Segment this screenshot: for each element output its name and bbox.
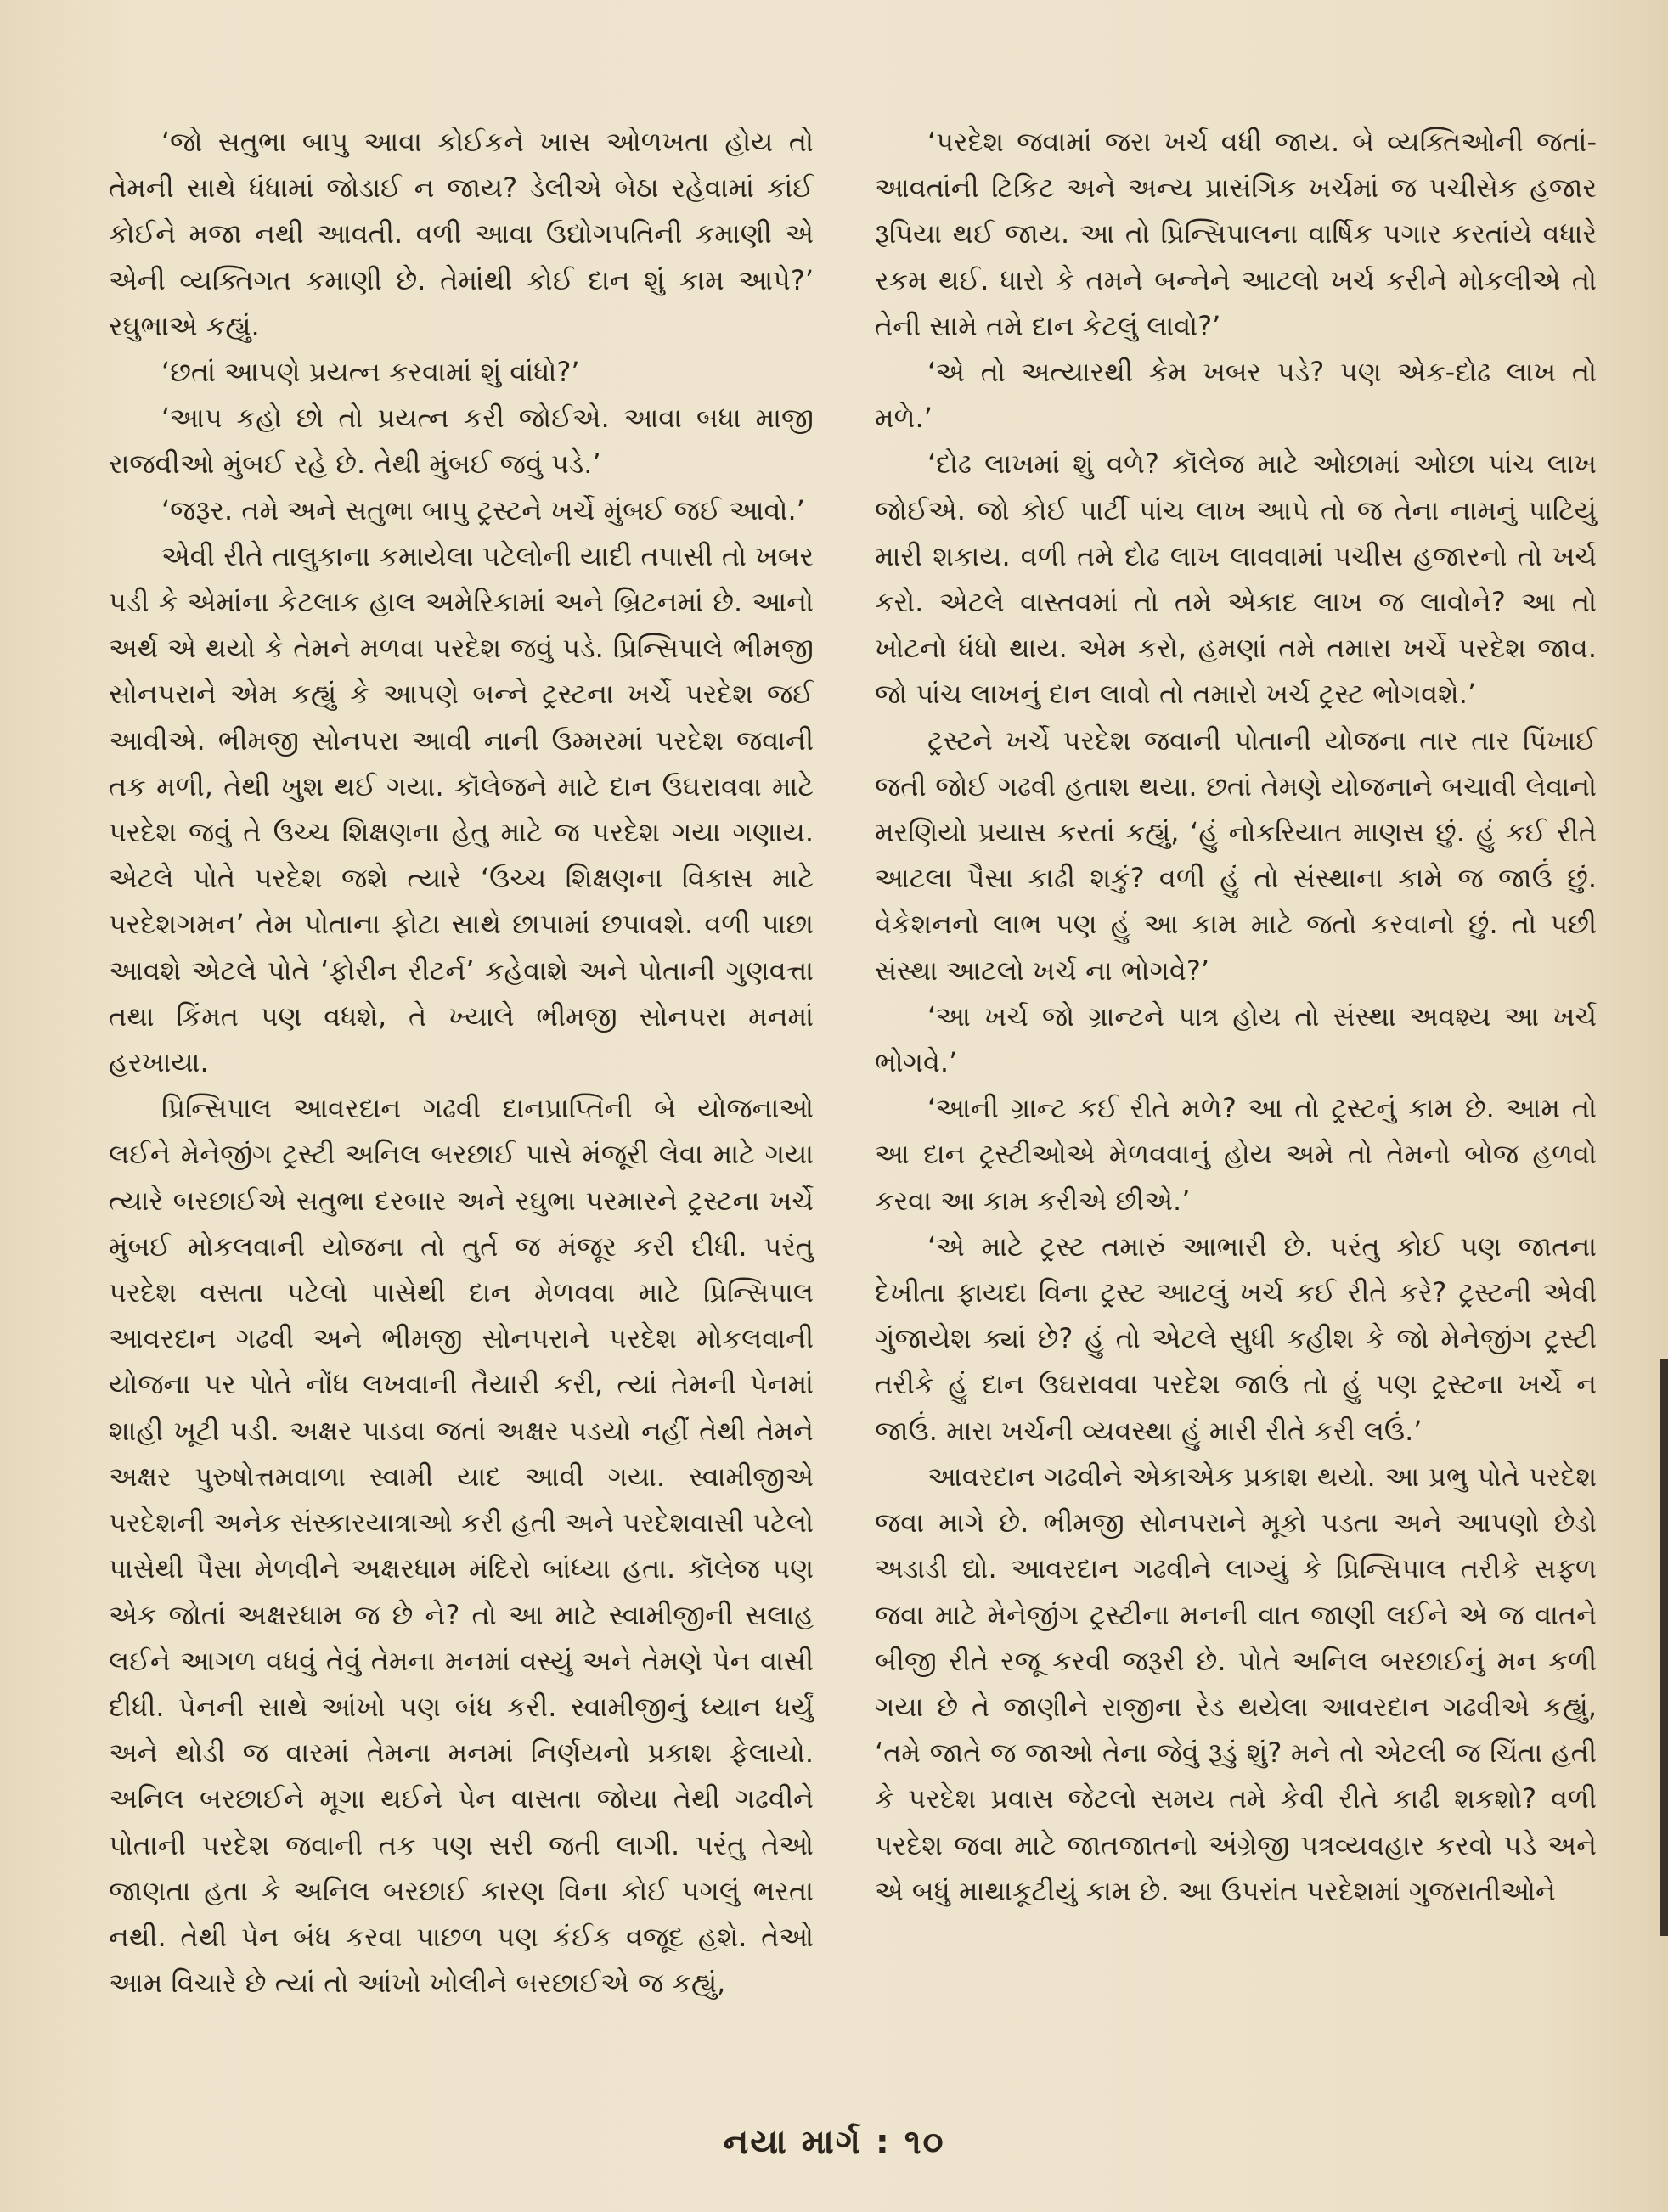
- paragraph: ‘દોઢ લાખમાં શું વળે? કૉલેજ માટે ઓછામાં ઓછા પાંચ લાખ જોઈએ. જો કોઈ પાર્ટી પાંચ લાખ આપે તો જ તેના નામનું પાટિયું મારી શકાય. વળી તમે દોઢ લાખ લાવવામાં પચીસ હજારનો તો ખર્ચ કરો. એટલે વાસ્તવમાં તો તમે એકાદ લાખ જ લાવોને? આ તો ખોટનો ધંધો થાય. એમ કરો, હમણાં તમે તમારા ખર્ચે પરદેશ જાવ. જો પાંચ લાખનું દાન લાવો તો તમારો ખર્ચ ટ્રસ્ટ ભોગવશે.’: [875, 447, 1597, 711]
- left-column: [109, 119, 814, 2006]
- right-column: [875, 119, 1597, 1914]
- paragraph: ‘પરદેશ જવામાં જરા ખર્ચ વધી જાય. બે વ્યક્તિઓની જતાં-આવતાંની ટિકિટ અને અન્ય પ્રાસંગિક ખર્ચમાં જ પચીસેક હજાર રૂપિયા થઈ જાય. આ તો પ્રિન્સિપાલના વાર્ષિક પગાર કરતાંયે વધારે રકમ થઈ. ધારો કે તમને બન્નેને આટલો ખર્ચ કરીને મોકલીએ તો તેની સામે તમે દાન કેટલું લાવો?’: [875, 126, 1597, 342]
- paragraph: ટ્રસ્ટને ખર્ચે પરદેશ જવાની પોતાની યોજના તાર તાર પિંખાઈ જતી જોઈ ગઢવી હતાશ થયા. છતાં તેમણે યોજનાને બચાવી લેવાનો મરણિયો પ્રયાસ કરતાં કહ્યું, ‘હું નોકરિયાત માણસ છું. હું કઈ રીતે આટલા પૈસા કાઢી શકું? વળી હું તો સંસ્થાના કામે જ જાઉં છું. વેકેશનનો લાભ પણ હું આ કામ માટે જતો કરવાનો છું. તો પછી સંસ્થા આટલો ખર્ચ ના ભોગવે?’: [875, 723, 1597, 987]
- page-footer: નયા માર્ગ : ૧૦: [723, 2123, 945, 2162]
- paragraph: ‘આ ખર્ચ જો ગ્રાન્ટને પાત્ર હોય તો સંસ્થા અવશ્ય આ ખર્ચ ભોગવે.’: [875, 999, 1597, 1079]
- paragraph: પ્રિન્સિપાલ આવરદાન ગઢવી દાનપ્રાપ્તિની બે યોજનાઓ લઈને મેનેજીંગ ટ્રસ્ટી અનિલ બરછાઈ પાસે મંજૂરી લેવા માટે ગયા ત્યારે બરછાઈએ સતુભા દરબાર અને રઘુભા પરમારને ટ્રસ્ટના ખર્ચે મુંબઈ મોકલવાની યોજના તો તુર્ત જ મંજૂર કરી દીધી. પરંતુ પરદેશ વસતા પટેલો પાસેથી દાન મેળવવા માટે પ્રિન્સિપાલ આવરદાન ગઢવી અને ભીમજી સોનપરાને પરદેશ મોકલવાની યોજના પર પોતે નોંધ લખવાની તૈયારી કરી, ત્યાં તેમની પેનમાં શાહી ખૂટી પડી. અક્ષર પાડવા જતાં અક્ષર પડયો નહીં તેથી તેમને અક્ષર પુરુષોત્તમવાળા સ્વામી યાદ આવી ગયા. સ્વામીજીએ પરદેશની અનેક સંસ્કારયાત્રાઓ કરી હતી અને પરદેશવાસી પટેલો પાસેથી પૈસા મેળવીને અક્ષરધામ મંદિરો બાંધ્યા હતા. કૉલેજ પણ એક જોતાં અક્ષરધામ જ છે ને? તો આ માટે સ્વામીજીની સલાહ લઈને આગળ વધવું તેવું તેમના મનમાં વસ્યું અને તેમણે પેન વાસી દીધી. પેનની સાથે આંખો પણ બંધ કરી. સ્વામીજીનું ધ્યાન ધર્યું અને થોડી જ વારમાં તેમના મનમાં નિર્ણયનો પ્રકાશ ફેલાયો. અનિલ બરછાઈને મૂગા થઈને પેન વાસતા જોયા તેથી ગઢવીને પોતાની પરદેશ જવાની તક પણ સરી જતી લાગી. પરંતુ તેઓ જાણતા હતા કે અનિલ બરછાઈ કારણ વિના કોઈ પગલું ભરતા નથી. તેથી પેન બંધ કરવા પાછળ પણ કંઈક વજૂદ હશે. તેઓ આમ વિચારે છે ત્યાં તો આંખો ખોલીને બરછાઈએ જ કહ્યું,: [109, 1092, 814, 2000]
- paragraph: ‘આપ કહો છો તો પ્રયત્ન કરી જોઈએ. આવા બધા માજી રાજવીઓ મુંબઈ રહે છે. તેથી મુંબઈ જવું પડે.’: [109, 402, 814, 481]
- paragraph: આવરદાન ગઢવીને એકાએક પ્રકાશ થયો. આ પ્રભુ પોતે પરદેશ જવા માગે છે. ભીમજી સોનપરાને મૂકો પડતા અને આપણો છેડો અડાડી દ્યો. આવરદાન ગઢવીને લાગ્યું કે પ્રિન્સિપાલ તરીકે સફળ જવા માટે મેનેજીંગ ટ્રસ્ટીના મનની વાત જાણી લઈને એ જ વાતને બીજી રીતે રજૂ કરવી જરૂરી છે. પોતે અનિલ બરછાઈનું મન કળી ગયા છે તે જાણીને રાજીના રેડ થયેલા આવરદાન ગઢવીએ કહ્યું, ‘તમે જાતે જ જાઓ તેના જેવું રૂડું શું? મને તો એટલી જ ચિંતા હતી કે પરદેશ પ્રવાસ જેટલો સમય તમે કેવી રીતે કાઢી શકશો? વળી પરદેશ જવા માટે જાતજાતનો અંગ્રેજી પત્રવ્યવહાર કરવો પડે અને એ બધું માથાકૂટીયું કામ છે. આ ઉપરાંત પરદેશમાં ગુજરાતીઓને: [875, 1460, 1597, 1907]
- paragraph: એવી રીતે તાલુકાના કમાયેલા પટેલોની યાદી તપાસી તો ખબર પડી કે એમાંના કેટલાક હાલ અમેરિકામાં અને બ્રિટનમાં છે. આનો અર્થ એ થયો કે તેમને મળવા પરદેશ જવું પડે. પ્રિન્સિપાલે ભીમજી સોનપરાને એમ કહ્યું કે આપણે બન્ને ટ્રસ્ટના ખર્ચે પરદેશ જઈ આવીએ. ભીમજી સોનપરા આવી નાની ઉમ્મરમાં પરદેશ જવાની તક મળી, તેથી ખુશ થઈ ગયા. કૉલેજને માટે દાન ઉઘરાવવા માટે પરદેશ જવું તે ઉચ્ચ શિક્ષણના હેતુ માટે જ પરદેશ ગયા ગણાય. એટલે પોતે પરદેશ જશે ત્યારે ‘ઉચ્ચ શિક્ષણના વિકાસ માટે પરદેશગમન’ તેમ પોતાના ફોટા સાથે છાપામાં છપાવશે. વળી પાછા આવશે એટલે પોતે ‘ફોરીન રીટર્ન’ કહેવાશે અને પોતાની ગુણવત્તા તથા કિંમત પણ વધશે, તે ખ્યાલે ભીમજી સોનપરા મનમાં હરખાયા.: [109, 539, 814, 1079]
- paragraph: ‘જરૂર. તમે અને સતુભા બાપુ ટ્રસ્ટને ખર્ચે મુંબઈ જઈ આવો.’: [161, 493, 805, 526]
- paragraph: ‘એ માટે ટ્રસ્ટ તમારું આભારી છે. પરંતુ કોઈ પણ જાતના દેખીતા ફાયદા વિના ટ્રસ્ટ આટલું ખર્ચ કઈ રીતે કરે? ટ્રસ્ટની એવી ગુંજાયેશ ક્યાં છે? હું તો એટલે સુધી કહીશ કે જો મેનેજીંગ ટ્રસ્ટી તરીકે હું દાન ઉઘરાવવા પરદેશ જાઉં તો હું પણ ટ્રસ્ટના ખર્ચે ન જાઉં. મારા ખર્ચની વ્યવસ્થા હું મારી રીતે કરી લઉં.’: [875, 1230, 1597, 1447]
- paragraph: ‘આની ગ્રાન્ટ કઈ રીતે મળે? આ તો ટ્રસ્ટનું કામ છે. આમ તો આ દાન ટ્રસ્ટીઓએ મેળવવાનું હોય અમે તો તેમનો બોજ હળવો કરવા આ કામ કરીએ છીએ.’: [875, 1092, 1597, 1217]
- page-edge-shadow: [1660, 1359, 1668, 1936]
- paragraph: ‘છતાં આપણે પ્રયત્ન કરવામાં શું વાંધો?’: [161, 356, 580, 389]
- paragraph: ‘એ તો અત્યારથી કેમ ખબર પડે? પણ એક-દોઢ લાખ તો મળે.’: [875, 356, 1597, 435]
- paragraph: ‘જો સતુભા બાપુ આવા કોઈકને ખાસ ઓળખતા હોય તો તેમની સાથે ધંધામાં જોડાઈ ન જાય? ડેલીએ બેઠા રહેવામાં કાંઈ કોઈને મજા નથી આવતી. વળી આવા ઉદ્યોગપતિની કમાણી એ એની વ્યક્તિગત કમાણી છે. તેમાંથી કોઈ દાન શું કામ આપે?’ રઘુભાએ કહ્યું.: [109, 126, 814, 342]
